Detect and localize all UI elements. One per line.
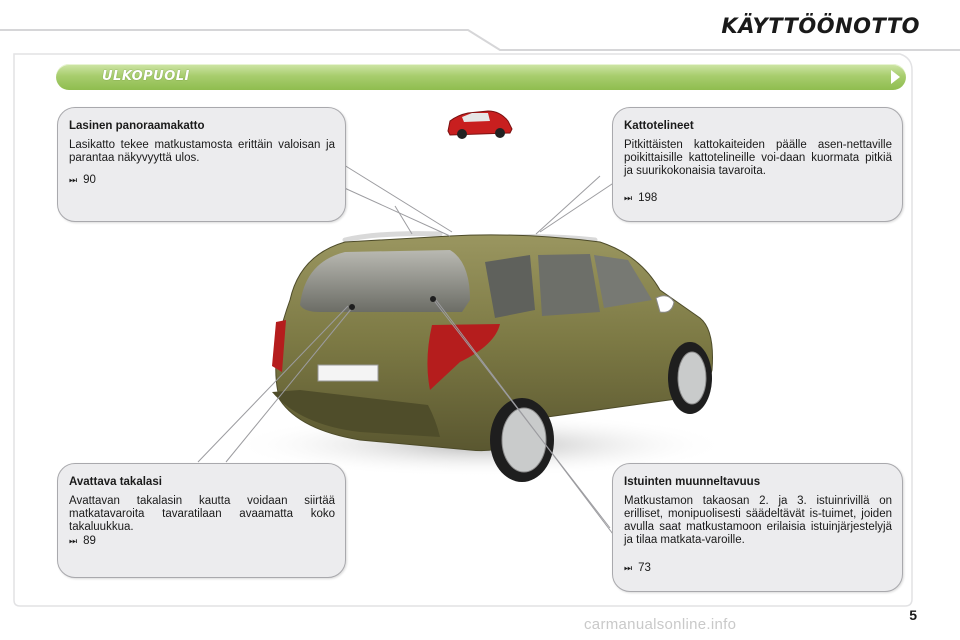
- fast-forward-icon: ⏭: [624, 193, 633, 203]
- page-reference[interactable]: [624, 192, 657, 204]
- section-title: ULKOPUOLI: [102, 69, 190, 84]
- box-title: Istuinten muunneltavuus: [624, 476, 761, 488]
- info-box-panoramic-roof: [57, 107, 346, 222]
- box-title: Avattava takalasi: [69, 476, 162, 488]
- fast-forward-icon: ⏭: [69, 175, 78, 185]
- box-text: Matkustamon takaosan 2. ja 3. istuinrivillä on erilliset, monipuolisesti säädeltävät is-tuimet, joiden avulla saat matkustamoon erilaisia istuinjärjestelyjä ja tilaa matkata-varoille.: [624, 495, 892, 546]
- page-reference-number: 198: [638, 192, 658, 204]
- page-reference-number: 89: [83, 535, 96, 547]
- page-reference[interactable]: [624, 562, 651, 574]
- box-text: Avattavan takalasin kautta voidaan siirtää matkatavaroita tavaratilaan avaamatta koko takaluukkua.: [69, 495, 335, 533]
- box-text: Pitkittäisten kattokaiteiden päälle asen-nettaville poikittaisille kattotelineille voi-daan kuormata pitkiä ja suurikokonaisia tavaroita.: [624, 139, 892, 177]
- callout-dot: [349, 304, 355, 310]
- info-box-roof-bars: [612, 107, 903, 222]
- fast-forward-icon: ⏭: [69, 536, 78, 546]
- red-car-icon: [444, 105, 516, 141]
- info-box-tailgate: [57, 463, 346, 578]
- side-window: [538, 254, 600, 316]
- page-title: KÄYTTÖÖNOTTO: [721, 14, 920, 38]
- front-wheel-rim: [678, 352, 706, 404]
- page-reference-number: 73: [638, 562, 651, 574]
- license-plate: [318, 365, 378, 381]
- page-number: 5: [909, 607, 917, 623]
- box-title: Lasinen panoraamakatto: [69, 120, 205, 132]
- callout-dot: [430, 296, 436, 302]
- page-reference-number: 90: [83, 174, 96, 186]
- watermark: carmanualsonline.info: [584, 616, 737, 633]
- info-box-seats: [612, 463, 903, 592]
- box-text: Lasikatto tekee matkustamosta erittäin valoisan ja parantaa näkyvyyttä ulos.: [69, 139, 335, 164]
- box-title: Kattotelineet: [624, 120, 694, 132]
- fast-forward-icon: ⏭: [624, 563, 633, 573]
- page-reference[interactable]: [69, 174, 96, 186]
- page-reference[interactable]: [69, 535, 96, 547]
